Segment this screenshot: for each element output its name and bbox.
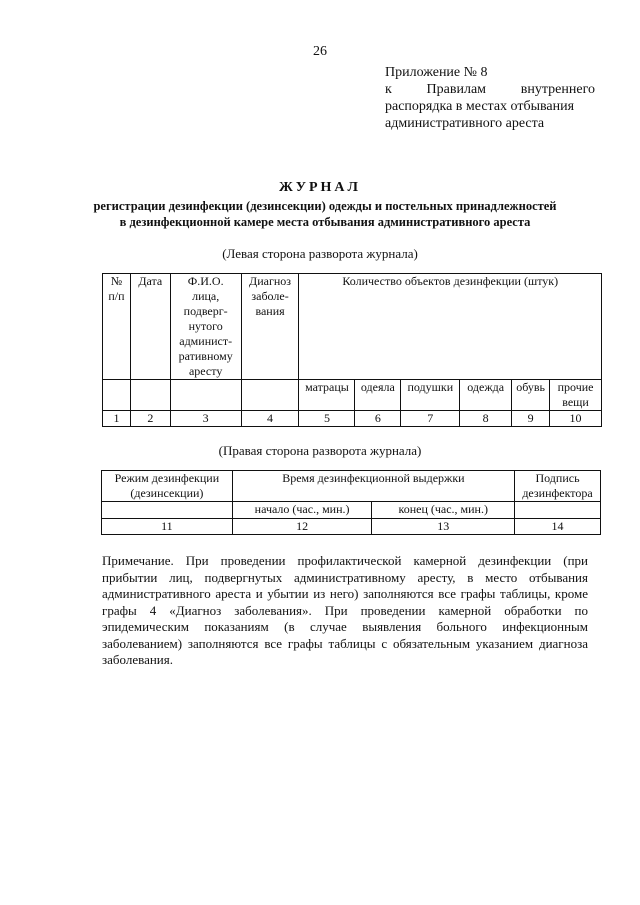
subheader-clothing: одежда (460, 380, 512, 411)
subheader-end: конец (час., мин.) (372, 502, 515, 519)
column-number: 1 (103, 411, 131, 427)
header-date: Дата (130, 274, 170, 380)
column-number: 5 (299, 411, 355, 427)
appendix-line-2-internal: внутреннего (520, 82, 595, 97)
header-exposure-time: Время дезинфекционной выдержки (232, 471, 514, 502)
right-journal-table (101, 470, 601, 535)
journal-subtitle (80, 198, 570, 230)
right-side-caption: (Правая сторона разворота журнала) (218, 443, 422, 458)
blank-cell (102, 502, 233, 519)
header-diagnosis: Диагноз заболе-вания (241, 274, 299, 380)
page-number: 26 (313, 44, 327, 59)
header-object-count: Количество объектов дезинфекции (штук) (299, 274, 602, 380)
appendix-line-3: распорядка в местах отбывания (385, 99, 575, 114)
column-number: 3 (170, 411, 241, 427)
header-mode: Режим дезинфекции (дезинсекции) (102, 471, 233, 502)
blank-cell (103, 380, 131, 411)
column-number: 10 (550, 411, 602, 427)
subheader-row (103, 380, 602, 411)
column-number: 2 (130, 411, 170, 427)
appendix-line-2 (385, 81, 595, 98)
column-number: 12 (232, 519, 372, 535)
subheader-other: прочие вещи (550, 380, 602, 411)
journal-subtitle-line-2: в дезинфекционной камере места отбывания административного ареста (119, 215, 531, 229)
appendix-line-2-k: к (385, 82, 392, 97)
column-number: 9 (512, 411, 550, 427)
column-number: 14 (515, 519, 601, 535)
appendix-line-2-rules: Правилам (426, 82, 487, 97)
note-paragraph: Примечание. При проведении профилактической камерной дезинфекции (при прибытии лиц, подвергнутых административному аресту, в место отбывания административного ареста и убытии из него) заполняются все графы таблицы, кроме графы 4 «Диагноз заболевания». При проведении камерной обработки по эпидемическим показаниям (в случае выявления больного инфекционным заболеванием) заполняются все графы таблицы с обязательным указанием диагноза заболевания. (102, 553, 588, 667)
column-number-row (103, 411, 602, 427)
subheader-shoes: обувь (512, 380, 550, 411)
appendix-line-4: административного ареста (385, 116, 545, 131)
left-side-caption: (Левая сторона разворота журнала) (222, 246, 418, 261)
subheader-blankets: одеяла (355, 380, 401, 411)
header-number: № п/п (103, 274, 131, 380)
left-journal-table (102, 273, 602, 427)
subheader-pillows: подушки (401, 380, 460, 411)
column-number-row (102, 519, 601, 535)
column-number: 11 (102, 519, 233, 535)
blank-cell (241, 380, 299, 411)
header-fio: Ф.И.О. лица, подверг-нутого админист-ративному аресту (170, 274, 241, 380)
column-number: 4 (241, 411, 299, 427)
header-signature: Подпись дезинфектора (515, 471, 601, 502)
subheader-row (102, 502, 601, 519)
column-number: 8 (460, 411, 512, 427)
appendix-header (385, 64, 595, 132)
journal-title: ЖУРНАЛ (279, 180, 361, 195)
appendix-line-1: Приложение № 8 (385, 65, 488, 80)
blank-cell (170, 380, 241, 411)
blank-cell (130, 380, 170, 411)
blank-cell (515, 502, 601, 519)
column-number: 6 (355, 411, 401, 427)
subheader-start: начало (час., мин.) (232, 502, 372, 519)
subheader-mattresses: матрацы (299, 380, 355, 411)
column-number: 7 (401, 411, 460, 427)
journal-subtitle-line-1: регистрации дезинфекции (дезинсекции) одежды и постельных принадлежностей (93, 199, 557, 213)
column-number: 13 (372, 519, 515, 535)
